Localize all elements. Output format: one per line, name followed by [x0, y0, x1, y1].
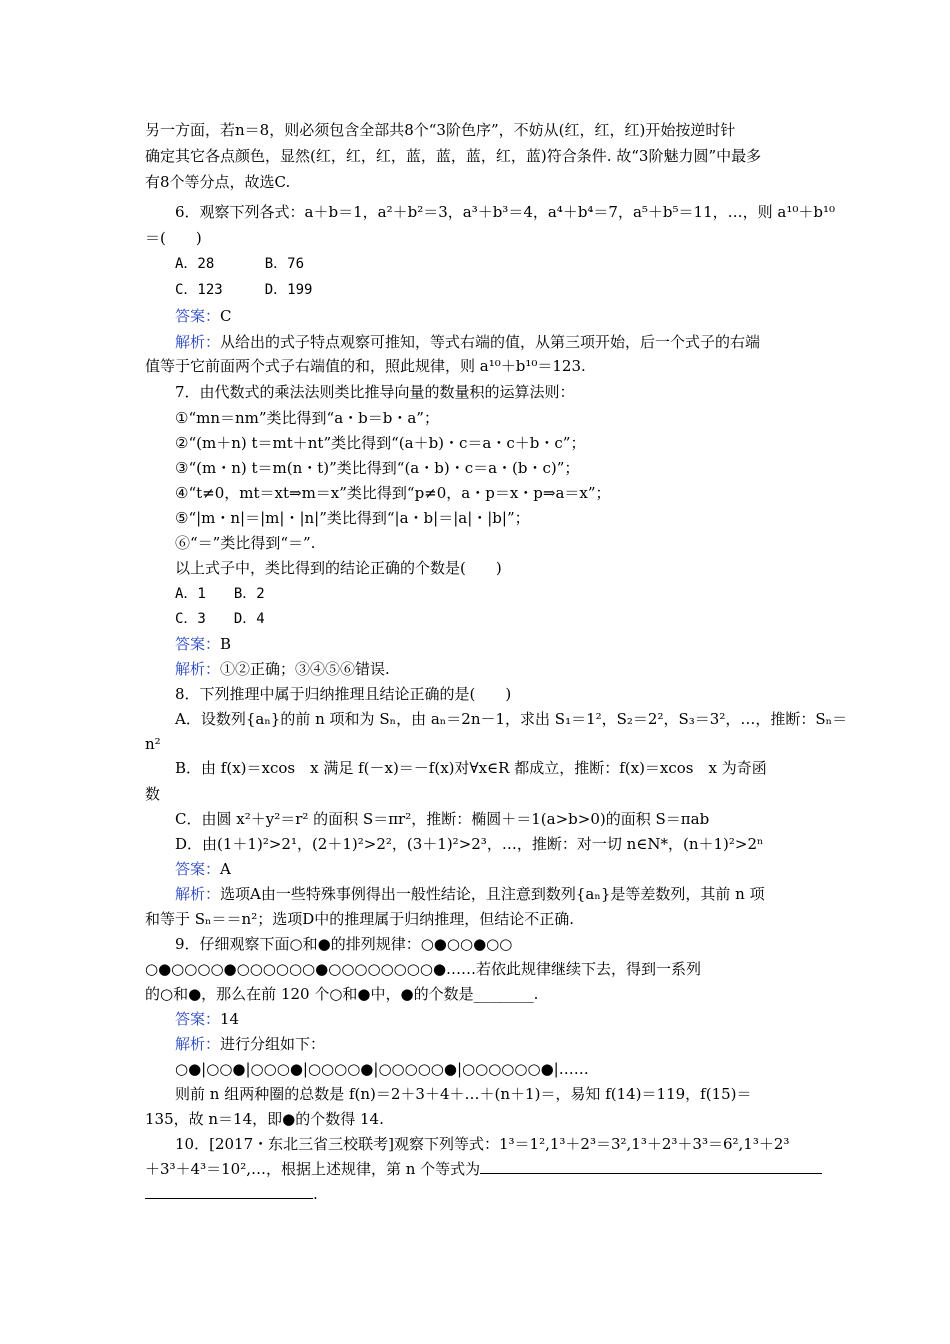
period: . [313, 1185, 318, 1203]
question-8-explanation-cont: 和等于 Sₙ＝＝n²；选项D中的推理属于归纳推理，但结论不正确. [145, 910, 575, 928]
answer-label: 答案： [175, 307, 221, 325]
question-7-options-row2: C．3 D．4 [175, 611, 265, 627]
question-6-explanation-cont: 值等于它前面两个式子右端值的和，照此规律，则 a¹⁰＋b¹⁰＝123. [145, 357, 586, 375]
explanation-text: 选项A由一些特殊事例得出一般性结论，且注意到数列{aₙ}是等差数列，其前 n 项 [220, 885, 765, 903]
question-6-options-row2: C．123 D．199 [175, 282, 313, 298]
question-6-answer [175, 306, 232, 326]
question-9-explanation [175, 1034, 325, 1054]
question-7-answer [175, 634, 231, 654]
question-8-option-a: A．设数列{aₙ}的前 n 项和为 Sₙ，由 aₙ＝2n－1，求出 S₁＝1²，S₂＝2²，S₃＝3²，…，推断：Sₙ＝ [175, 710, 848, 728]
explanation-label: 解析： [175, 660, 221, 678]
question-7-options-row1: A．1 B．2 [175, 586, 265, 602]
question-8-option-d: D．由(1＋1)²>2¹，(2＋1)²>2²，(3＋1)²>2³，…，推断：对一切 n∈N*，(n＋1)²>2ⁿ [175, 835, 764, 853]
answer-label: 答案： [175, 635, 221, 653]
question-7-item-1: ①“mn＝nm”类比得到“a・b＝b・a”； [175, 409, 439, 427]
question-7-stem: 7．由代数式的乘法法则类比推导向量的数量积的运算法则： [175, 383, 575, 401]
question-10-text: ＋3³＋4³＝10²,…，根据上述规律，第 n 个等式为 [145, 1160, 481, 1178]
question-8-stem: 8．下列推理中属于归纳推理且结论正确的是( ) [175, 685, 512, 703]
explanation-text: 进行分组如下： [220, 1035, 326, 1053]
answer-value: B [220, 635, 232, 653]
question-8-option-c: C．由圆 x²＋y²＝r² 的面积 S＝πr²，推断：椭圆＋＝1(a>b>0)的面积 S＝πab [175, 810, 710, 828]
answer-value: 14 [220, 1010, 240, 1028]
question-10-stem-cont [145, 1159, 822, 1179]
question-10-stem-end [145, 1184, 318, 1204]
question-9-solution: 则前 n 组两种圈的总数是 f(n)＝2＋3＋4＋…＋(n＋1)＝，易知 f(14)＝119，f(15)＝ [175, 1085, 752, 1103]
question-8-option-b-cont: 数 [145, 785, 161, 803]
answer-value: C [220, 307, 232, 325]
question-10-stem: 10．[2017・东北三省三校联考]观察下列等式：1³＝1²,1³＋2³＝3²,1³＋2³＋3³＝6²,1³＋2³ [175, 1135, 790, 1153]
question-8-answer [175, 859, 231, 879]
question-7-explanation [175, 659, 390, 679]
question-9-sequence: ○●○○○○●○○○○○○●○○○○○○○○●……若依此规律继续下去，得到一系列 [145, 960, 702, 978]
question-8-explanation [175, 884, 765, 904]
answer-label: 答案： [175, 860, 221, 878]
question-7-item-6: ⑥“＝”类比得到“＝”. [175, 534, 316, 552]
question-9-stem-cont: 的○和●，那么在前 120 个○和●中，●的个数是________. [145, 985, 539, 1003]
question-7-item-5: ⑤“|m・n|＝|m|・|n|”类比得到“|a・b|＝|a|・|b|”； [175, 509, 530, 527]
question-6-stem: 6．观察下列各式：a＋b＝1，a²＋b²＝3，a³＋b³＝4，a⁴＋b⁴＝7，a⁵＋b⁵＝11，…，则 a¹⁰＋b¹⁰ [175, 203, 836, 221]
question-7-item-3: ③“(m・n) t＝m(n・t)”类比得到“(a・b)・c＝a・(b・c)”； [175, 459, 580, 477]
explanation-label: 解析： [175, 333, 221, 351]
explanation-text: 从给出的式子特点观察可推知，等式右端的值，从第三项开始，后一个式子的右端 [220, 333, 761, 351]
question-7-item-4: ④“t≠0，mt＝xt⇒m＝x”类比得到“p≠0，a・p＝x・p⇒a＝x”； [175, 484, 611, 502]
question-7-question: 以上式子中，类比得到的结论正确的个数是( ) [175, 559, 502, 577]
question-9-solution-cont: 135，故 n＝14，即●的个数得 14. [145, 1110, 384, 1128]
explanation-label: 解析： [175, 1035, 221, 1053]
text-line: 有8个等分点，故选C. [145, 173, 291, 191]
question-6-explanation [175, 332, 760, 352]
question-8-option-b: B．由 f(x)＝xcos x 满足 f(－x)＝－f(x)对∀x∈R 都成立，推断：f(x)＝xcos x 为奇函 [175, 759, 767, 777]
text-line: 确定其它各点颜色，显然(红，红，红，蓝，蓝，蓝，红，蓝)符合条件. 故“3阶魅力圆”中最多 [145, 147, 762, 165]
answer-value: A [220, 860, 231, 878]
question-9-stem: 9．仔细观察下面○和●的排列规律：○●○○●○○ [175, 935, 513, 953]
question-6-options-row1: A．28 B．76 [175, 256, 305, 272]
question-6-stem-cont: ＝( ) [145, 229, 202, 247]
question-7-item-2: ②“(m＋n) t＝mt＋nt”类比得到“(a＋b)・c＝a・c＋b・c”； [175, 434, 586, 452]
explanation-text: ①②正确；③④⑤⑥错误. [220, 660, 390, 678]
explanation-label: 解析： [175, 885, 221, 903]
answer-blank-cont [145, 1184, 313, 1199]
question-8-option-a-cont: n² [145, 735, 161, 753]
text-line: 另一方面，若n＝8，则必须包含全部共8个“3阶色序”，不妨从(红，红，红)开始按逆时针 [145, 121, 736, 139]
answer-label: 答案： [175, 1010, 221, 1028]
answer-blank [480, 1159, 822, 1174]
question-9-answer [175, 1009, 239, 1029]
question-9-groups: ○●|○○●|○○○●|○○○○●|○○○○○●|○○○○○○●|…… [175, 1060, 589, 1078]
